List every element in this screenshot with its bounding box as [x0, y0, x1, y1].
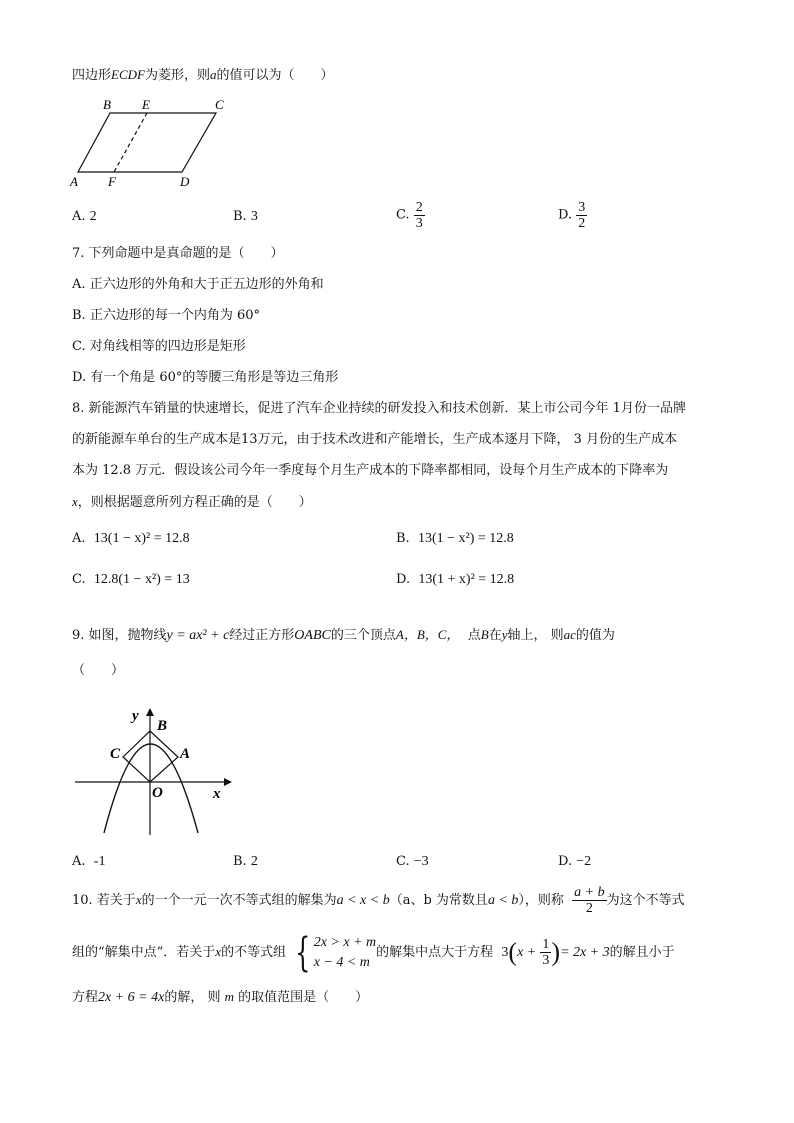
q6-option-c[interactable]: C. $\frac{2}{3}$: [396, 200, 423, 231]
label-C: C: [110, 746, 121, 762]
q7-option-a[interactable]: A. 正六边形的外角和大于正五边形的外角和: [72, 277, 324, 292]
q10-line-3: 方程2x + 6 = 4x的解， 则 m 的取值范围是（ ）: [72, 989, 369, 1005]
q8-option-b[interactable]: B. 13(1 − x²) = 12.8: [396, 531, 514, 546]
label-O: O: [152, 785, 163, 801]
q10-line-2: 组的“解集中点”．若关于x的不等式组 { 2x > x + m x − 4 < m 的解集中点大于方程 3(x + $\frac{1}{3}$ )= 2x + 3的解且小于: [72, 929, 675, 976]
q9-option-c[interactable]: C. −3: [396, 854, 429, 869]
label-F: F: [108, 174, 116, 189]
q9-paren: （ ）: [72, 663, 125, 678]
label-y: y: [132, 708, 139, 724]
label-B: B: [103, 97, 111, 112]
q8-line-2: 的新能源车单台的生产成本是13万元，由于技术改进和产能增长，生产成本逐月下降， 3 月份的生产成本: [72, 432, 678, 447]
q8-line-4: x，则根据题意所列方程正确的是（ ）: [72, 494, 312, 510]
q6-option-d[interactable]: D. $\frac{3}{2}$: [558, 200, 586, 231]
left-brace-icon: {: [295, 929, 311, 976]
label-C: C: [215, 97, 224, 112]
q8-option-c[interactable]: C. 12.8(1 − x²) = 13: [72, 572, 190, 587]
label-A: A: [70, 174, 78, 189]
label-x: x: [213, 786, 221, 802]
q9-stem: 9. 如图，抛物线y = ax² + c经过正方形OABC的三个顶点A，B，C， 点B在y轴上， 则ac的值为: [72, 627, 615, 643]
q7-stem: 7. 下列命题中是真命题的是（ ）: [72, 246, 284, 261]
q8-option-d[interactable]: D. 13(1 + x)² = 12.8: [396, 572, 515, 587]
label-A: A: [180, 746, 191, 762]
label-E: E: [142, 97, 150, 112]
q6-option-b[interactable]: B. 3: [233, 209, 258, 224]
q7-option-b[interactable]: B. 正六边形的每一个内角为 60°: [72, 308, 260, 323]
label-B: B: [157, 718, 168, 734]
q6-option-a[interactable]: A. 2: [72, 209, 97, 224]
q8-line-1: 8. 新能源汽车销量的快速增长，促进了汽车企业持续的研发投入和技术创新．某上市公司今年 1月份一品牌: [72, 401, 686, 416]
q7-option-c[interactable]: C. 对角线相等的四边形是矩形: [72, 339, 246, 354]
q9-option-d[interactable]: D. −2: [558, 854, 592, 869]
q9-option-a[interactable]: A. -1: [72, 854, 106, 869]
q8-line-3: 本为 12.8 万元．假设该公司今年一季度每个月生产成本的下降率都相同，设每个月生产成本的下降率为: [72, 463, 669, 478]
label-D: D: [180, 174, 190, 189]
q8-option-a[interactable]: A. 13(1 − x)² = 12.8: [72, 531, 190, 546]
q7-option-d[interactable]: D. 有一个角是 60°的等腰三角形是等边三角形: [72, 370, 339, 385]
q9-option-b[interactable]: B. 2: [233, 854, 258, 869]
q6-stem: 四边形ECDF为菱形，则a的值可以为（ ）: [72, 67, 334, 83]
q10-line-1: 10. 若关于x的一个一元一次不等式组的解集为a < x < b（a、b 为常数且a < b），则称 $\frac{a + b}{2}$ 为这个不等式: [72, 885, 685, 916]
